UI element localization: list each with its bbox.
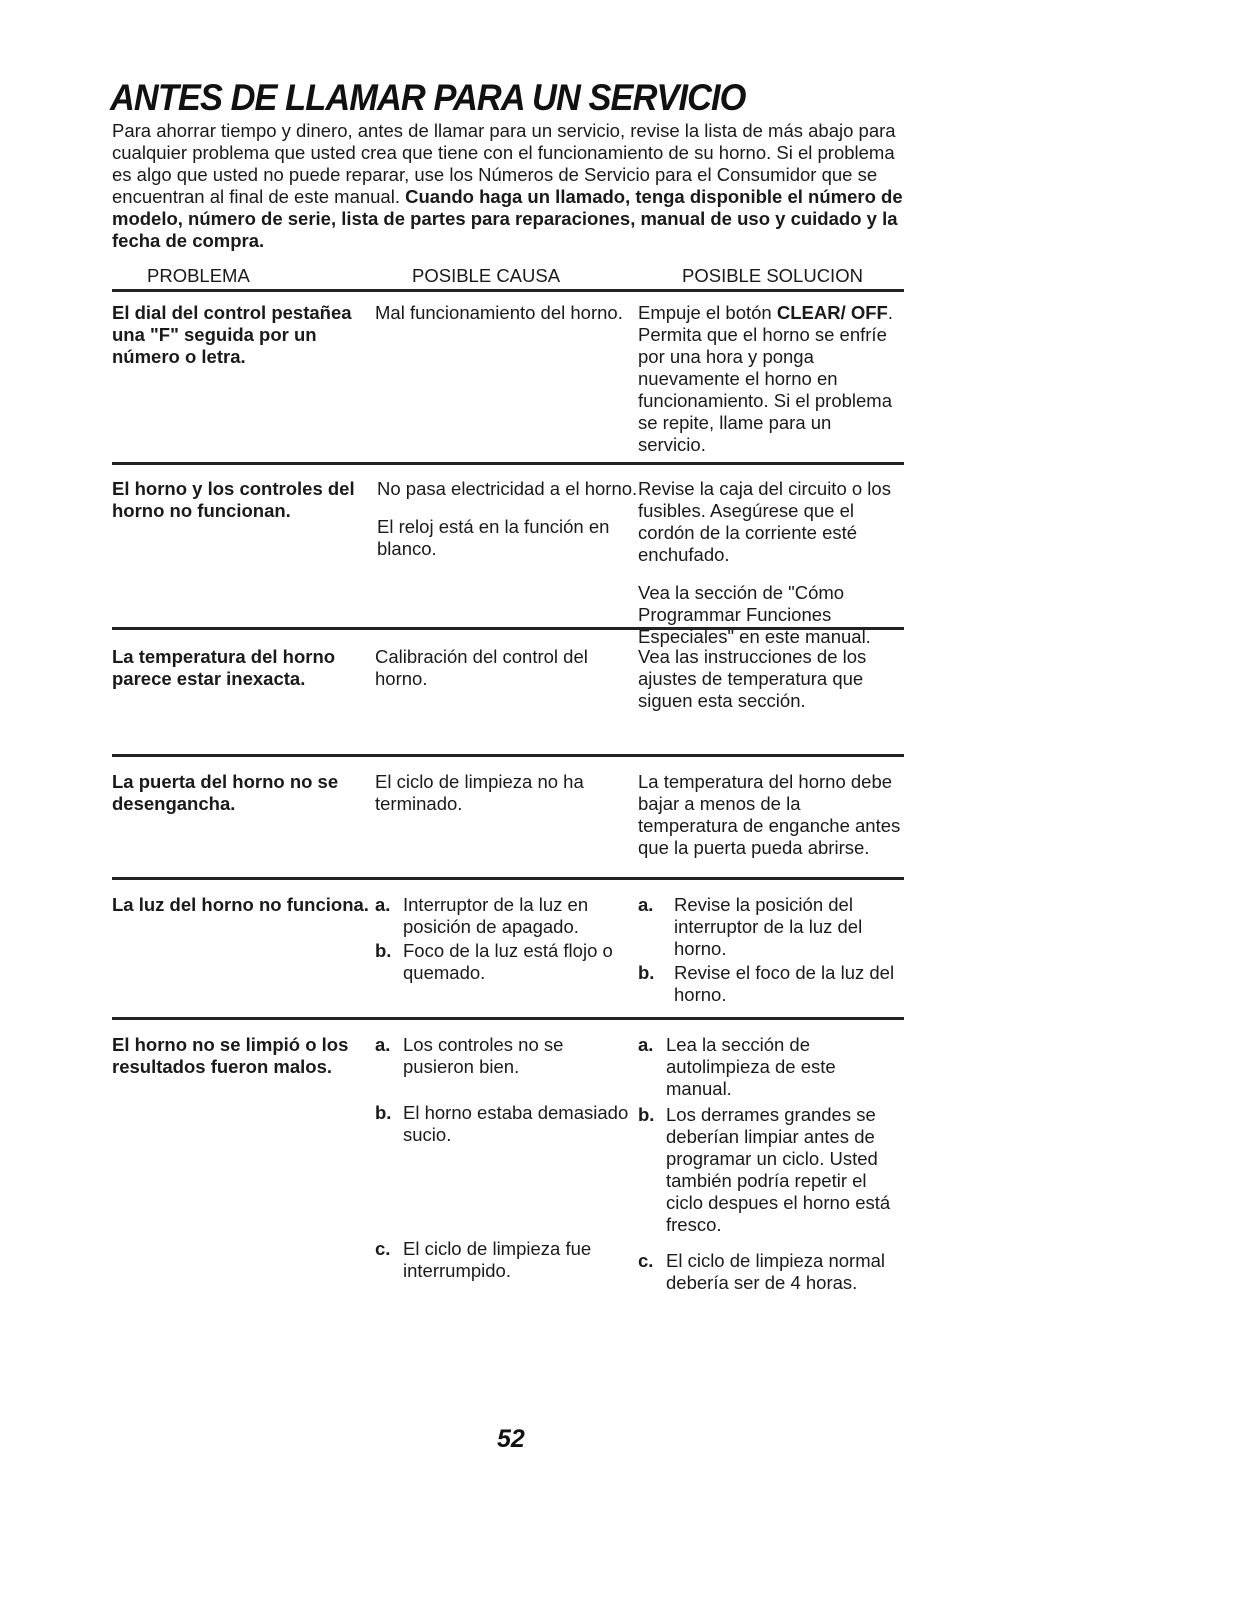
table-header: [112, 265, 904, 289]
solution-item: [638, 1250, 904, 1294]
solution-item: [638, 894, 904, 960]
cause-item: [375, 940, 638, 984]
cause-item: El reloj está en la función en blanco.: [377, 516, 610, 559]
item-letter: c.: [375, 1238, 391, 1259]
item-letter: b.: [638, 1104, 655, 1125]
item-text: El ciclo de limpieza fue interrumpido.: [403, 1238, 592, 1281]
table-row: [112, 757, 904, 877]
solution-text: Empuje el botón: [638, 302, 777, 323]
item-text: Revise la posición del interruptor de la luz del horno.: [674, 894, 863, 959]
solution-item: Revise la caja del circuito o los fusibles. Asegúrese que el cordón de la corriente esté enchufado.: [638, 478, 891, 565]
table-row: [112, 880, 904, 1017]
clear-off-key-label: CLEAR/ OFF: [776, 302, 888, 323]
problem-cell: El horno no se limpió o los resultados fueron malos.: [112, 1034, 349, 1077]
cause-cell: [375, 894, 638, 1017]
cause-cell: Calibración del control del horno.: [375, 646, 588, 689]
problem-cell: La temperatura del horno parece estar inexacta.: [112, 646, 336, 689]
item-letter: a.: [375, 894, 391, 915]
intro-bold-text: Cuando haga un llamado, tenga disponible el número de modelo, número de serie, lista de partes para reparaciones, manual de uso y cuidado y la fecha de compra.: [112, 186, 903, 251]
item-letter: b.: [375, 1102, 392, 1123]
item-text: Lea la sección de autolimpieza de este manual.: [666, 1034, 836, 1099]
cause-item: [375, 894, 638, 938]
solution-item: Vea la sección de "Cómo Programmar Funciones Especiales" en este manual.: [638, 582, 871, 647]
problem-cell: El horno y los controles del horno no funcionan.: [112, 478, 355, 521]
item-text: El horno estaba demasiado sucio.: [403, 1102, 629, 1145]
solution-cell: [638, 894, 904, 1017]
header-solution: POSIBLE SOLUCION: [682, 265, 863, 286]
item-letter: a.: [638, 894, 654, 915]
item-text: Revise el foco de la luz del horno.: [674, 962, 895, 1005]
item-letter: a.: [375, 1034, 391, 1055]
item-text: El ciclo de limpieza normal debería ser de 4 horas.: [666, 1250, 886, 1293]
item-letter: b.: [375, 940, 392, 961]
solution-cell: [638, 1034, 904, 1294]
table-row: [112, 630, 904, 754]
problem-cell: La luz del horno no funciona.: [112, 894, 369, 915]
cause-cell: El ciclo de limpieza no ha terminado.: [375, 771, 584, 814]
item-letter: a.: [638, 1034, 654, 1055]
cause-item: No pasa electricidad a el horno.: [377, 478, 638, 499]
item-letter: c.: [638, 1250, 654, 1271]
solution-item: [638, 1034, 904, 1100]
page-number: 52: [497, 1425, 525, 1453]
solution-cell: [638, 478, 904, 647]
problem-cell: La puerta del horno no se desengancha.: [112, 771, 339, 814]
solution-text: . Permita que el horno se enfríe por una hora y ponga nuevamente el horno en funcionamiento. Si el problema se repite, llame para un servicio.: [638, 302, 893, 455]
page-title: ANTES DE LLAMAR PARA UN SERVICIO: [110, 77, 746, 118]
problem-cell: El dial del control pestañea una "F" seguida por un número o letra.: [112, 302, 352, 367]
cause-cell: [375, 1034, 638, 1294]
solution-cell: La temperatura del horno debe bajar a menos de la temperatura de enganche antes que la puerta pueda abrirse.: [638, 771, 901, 858]
header-problem: PROBLEMA: [147, 265, 250, 286]
table-row: [112, 465, 904, 647]
intro-paragraph: [112, 120, 904, 252]
troubleshooting-page: [112, 78, 904, 1294]
cause-item: [375, 1034, 638, 1078]
item-text: Interruptor de la luz en posición de apagado.: [403, 894, 589, 937]
cause-cell: [375, 478, 638, 627]
solution-item: [638, 962, 904, 1006]
item-letter: b.: [638, 962, 655, 983]
cause-cell: Mal funcionamiento del horno.: [375, 302, 623, 323]
header-cause: POSIBLE CAUSA: [412, 265, 561, 286]
item-text: Foco de la luz está flojo o quemado.: [403, 940, 613, 983]
solution-item: [638, 1104, 904, 1236]
intro-text: Para ahorrar tiempo y dinero, antes de llamar para un servicio, revise la lista de más abajo para cualquier problema que usted crea que tiene con el funcionamiento de su horno. Si el problema es algo que usted no puede reparar, use los Números de Servicio para el Consumidor que se encuentran al final de este manual.: [112, 120, 896, 207]
solution-cell: Vea las instrucciones de los ajustes de temperatura que siguen esta sección.: [638, 646, 867, 711]
solution-cell: [638, 302, 904, 462]
cause-item: [375, 1102, 638, 1146]
table-row: [112, 292, 904, 462]
cause-item: [375, 1238, 638, 1282]
item-text: Los derrames grandes se deberían limpiar antes de programar un ciclo. Usted también podría repetir el ciclo despues el horno está fresco.: [666, 1104, 891, 1235]
item-text: Los controles no se pusieron bien.: [403, 1034, 564, 1077]
table-row: [112, 1020, 904, 1294]
